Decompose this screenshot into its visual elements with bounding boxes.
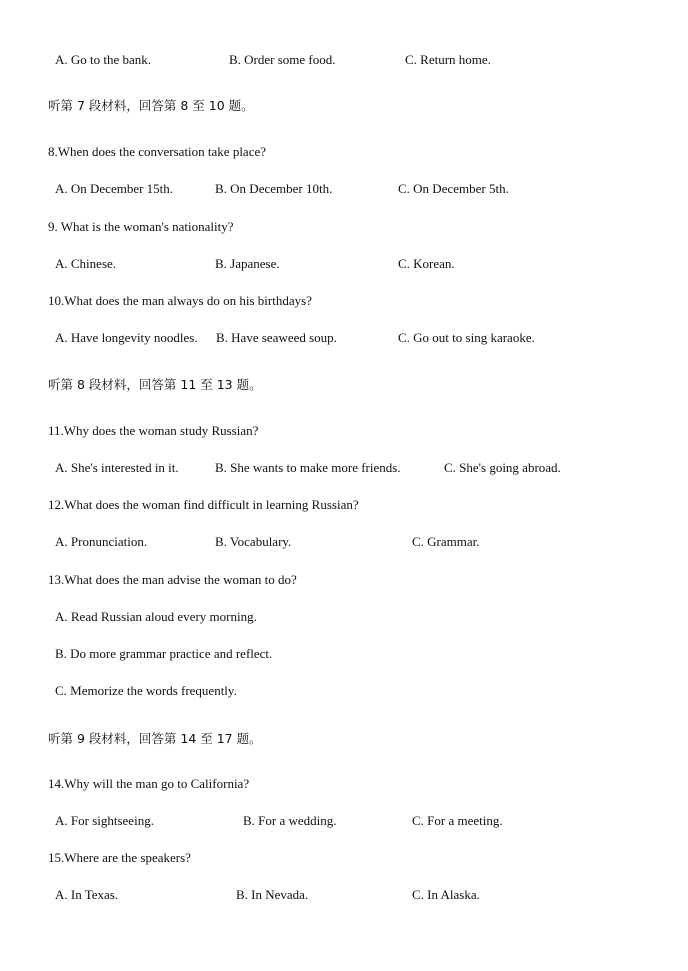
option-a: A. On December 15th.	[55, 181, 174, 196]
question-15: 15.Where are the speakers?	[48, 850, 191, 865]
question-11: 11.Why does the woman study Russian?	[48, 423, 259, 438]
question-10: 10.What does the man always do on his birthdays?	[48, 293, 312, 308]
question-8: 8.When does the conversation take place?	[48, 144, 267, 159]
section-heading-8: 听第 8 段材料，回答第 11 至 13 题。	[48, 377, 262, 392]
option-b: B. For a wedding.	[243, 813, 337, 828]
option-c: C. For a meeting.	[412, 813, 503, 828]
option-b: B. Vocabulary.	[215, 534, 292, 549]
option-c: C. Memorize the words frequently.	[55, 683, 237, 698]
option-a: A. Chinese.	[55, 256, 117, 271]
option-a: A. Have longevity noodles.	[55, 330, 198, 345]
option-c: C. In Alaska.	[412, 887, 480, 902]
option-c: C. Return home.	[405, 52, 491, 67]
option-c: C. Go out to sing karaoke.	[398, 330, 535, 345]
option-a: A. Go to the bank.	[55, 52, 152, 67]
question-13: 13.What does the man advise the woman to do?	[48, 572, 297, 587]
option-c: C. She's going abroad.	[444, 460, 561, 475]
option-b: B. On December 10th.	[215, 181, 333, 196]
option-b: B. Have seaweed soup.	[216, 330, 337, 345]
option-c: C. On December 5th.	[398, 181, 509, 196]
option-a: A. She's interested in it.	[55, 460, 179, 475]
question-9: 9. What is the woman's nationality?	[48, 219, 234, 234]
option-a: A. Pronunciation.	[55, 534, 148, 549]
option-b: B. Order some food.	[229, 52, 336, 67]
question-12: 12.What does the woman find difficult in learning Russian?	[48, 497, 359, 512]
section-heading-7: 听第 7 段材料，回答第 8 至 10 题。	[48, 98, 254, 113]
option-c: C. Korean.	[398, 256, 455, 271]
option-b: B. Japanese.	[215, 256, 280, 271]
option-a: A. Read Russian aloud every morning.	[55, 609, 257, 624]
option-b: B. In Nevada.	[236, 887, 309, 902]
option-a: A. In Texas.	[55, 887, 119, 902]
option-b: B. Do more grammar practice and reflect.	[55, 646, 273, 661]
section-heading-9: 听第 9 段材料，回答第 14 至 17 题。	[48, 731, 262, 746]
question-14: 14.Why will the man go to California?	[48, 776, 250, 791]
option-b: B. She wants to make more friends.	[215, 460, 401, 475]
option-a: A. For sightseeing.	[55, 813, 154, 828]
option-c: C. Grammar.	[412, 534, 480, 549]
